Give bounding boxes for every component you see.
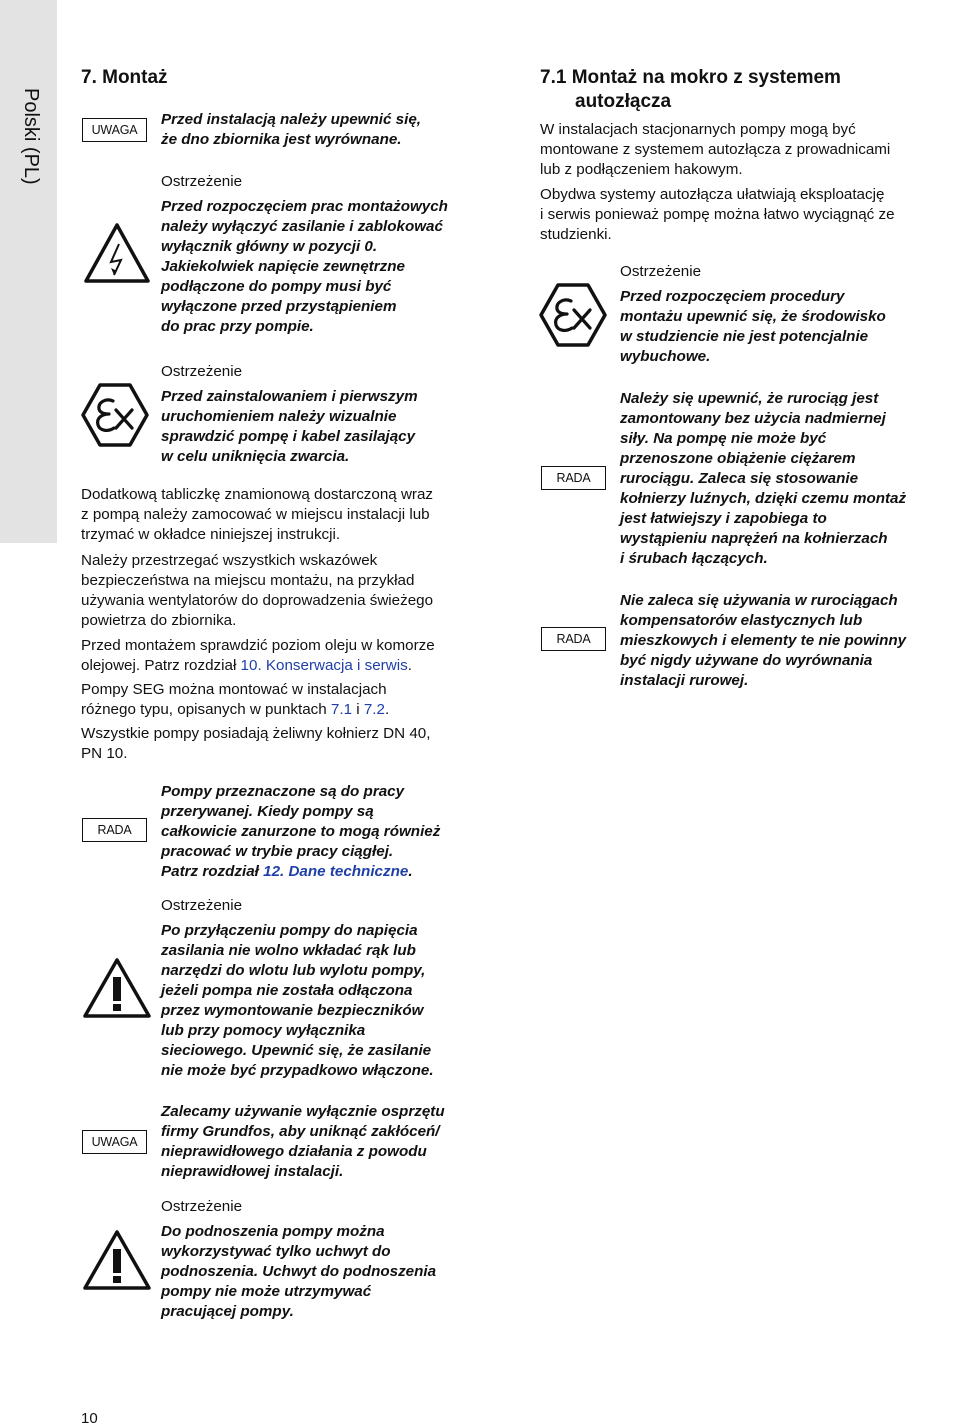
section-heading: 7. Montaż — [81, 67, 168, 88]
body-paragraph-service: Obydwa systemy autozłącza ułatwiają eksploatację i serwis ponieważ pompę można łatwo wyciągnąć ze studzienki. — [540, 186, 895, 243]
warning-block-ex: Ostrzeżenie Przed zainstalowaniem i pierwszym uruchomieniem należy wizualnie sprawdzić pompę i kabel zasilający w celu uniknięcia zwarcia. — [161, 362, 521, 467]
general-warning-icon — [82, 957, 152, 1019]
warning-title: Ostrzeżenie — [161, 173, 243, 190]
link-section-7-2[interactable]: 7.2 — [363, 701, 385, 718]
notice-text: Przed instalacją należy upewnić się, że dno zbiornika jest wyrównane. — [161, 111, 421, 148]
warning-title: Ostrzeżenie — [620, 263, 702, 280]
body-paragraph-safety: Należy przestrzegać wszystkich wskazówek bezpieczeństwa na miejscu montażu, na przykład używania wentylatorów do doprowadzenia świeżego powietrza do zbiornika. — [81, 552, 434, 629]
notice-badge-uwaga: UWAGA — [82, 1130, 147, 1154]
warning-title: Ostrzeżenie — [161, 1198, 243, 1215]
warning-block-lifting: Ostrzeżenie Do podnoszenia pompy można wykorzystywać tylko uchwyt do podnoszenia. Uchwyt do podnoszenia pompy nie może utrzymywać pracującej pompy. — [161, 1197, 521, 1322]
explosion-protection-icon — [538, 282, 608, 348]
page-number: 10 — [81, 1410, 98, 1427]
general-warning-icon — [82, 1229, 152, 1291]
link-chapter-10[interactable]: 10. Konserwacja i serwis — [240, 657, 408, 674]
body-paragraph-flange: Wszystkie pompy posiadają żeliwny kołnierz DN 40, PN 10. — [81, 725, 431, 762]
warning-block-general: Ostrzeżenie Po przyłączeniu pompy do napięcia zasilania nie wolno wkładać rąk lub narzędzi do wlotu lub wylotu pompy, jeżeli pompa nie została odłączona przez wymontowanie bezpieczników lub przy pomocy wyłącznika sieciowego. Upewnić się, że zasilanie nie może być przypadkowo włączone. — [161, 896, 521, 1081]
body-paragraph-autocoupling: W instalacjach stacjonarnych pompy mogą być montowane z systemem autozłącza z prowadnicami lub z podłączeniem hakowym. — [540, 121, 891, 178]
link-chapter-12[interactable]: 12. Dane techniczne — [263, 863, 409, 880]
link-section-7-1[interactable]: 7.1 — [330, 701, 353, 718]
warning-title: Ostrzeżenie — [161, 897, 243, 914]
warning-title: Ostrzeżenie — [161, 363, 243, 380]
notice-badge-rada: RADA — [541, 466, 606, 490]
electrical-hazard-icon — [83, 222, 151, 284]
subsection-heading: 7.1 Montaż na mokro z systemem autozłącza — [540, 67, 841, 112]
warning-block-electrical: Ostrzeżenie Przed rozpoczęciem prac montażowych należy wyłączyć zasilanie i zablokować wyłącznik główny w pozycji 0. Jakiekolwiek napięcie zewnętrzne podłączone do pompy musi być wyłączone przed przystąpieniem do prac przy pompie. — [161, 172, 521, 337]
body-paragraph-installation-types: Pompy SEG można montować w instalacjach różnego typu, opisanych w punktach 7.1 i 7.2. — [81, 681, 390, 718]
body-paragraph-oil: Przed montażem sprawdzić poziom oleju w komorze olejowej. Patrz rozdział 10. Konserwacja i serwis. — [81, 637, 435, 674]
notice-text: Nie zaleca się używania w rurociągach kompensatorów elastycznych lub mieszkowych i elementy te nie powinny być nigdy używane do wyrównania instalacji rurowej. — [620, 592, 907, 689]
language-side-tab — [0, 0, 57, 543]
notice-badge-uwaga: UWAGA — [82, 118, 147, 142]
notice-text: Należy się upewnić, że rurociąg jest zamontowany bez użycia nadmiernej siły. Na pompę nie może być przenoszone obiążenie ciężarem rurociągu. Zaleca się stosowanie kołnierzy luźnych, dzięki czemu montaż jest łatwiejszy i zapobiega to wystąpieniu naprężeń na kołnierzach i śrubach łączących. — [620, 390, 907, 567]
explosion-protection-icon — [80, 382, 150, 448]
warning-block-explosive: Ostrzeżenie Przed rozpoczęciem procedury montażu upewnić się, że środowisko w studziencie nie jest potencjalnie wybuchowe. — [620, 262, 955, 367]
body-paragraph-nameplate: Dodatkową tabliczkę znamionową dostarczoną wraz z pompą należy zamocować w miejscu instalacji lub trzymać w okładce niniejszej instrukcji. — [81, 486, 434, 543]
notice-badge-rada: RADA — [82, 818, 147, 842]
notice-badge-rada: RADA — [541, 627, 606, 651]
language-tab-label: Polski (PL) — [20, 88, 42, 185]
notice-text: Pompy przeznaczone są do pracy przerywanej. Kiedy pompy są całkowicie zanurzone to mogą również pracować w trybie pracy ciągłej. Patrz rozdział 12. Dane techniczne. — [161, 783, 441, 880]
notice-text: Zalecamy używanie wyłącznie osprzętu firmy Grundfos, aby uniknąć zakłóceń/ nieprawidłowego działania z powodu nieprawidłowej instalacji. — [161, 1103, 445, 1180]
